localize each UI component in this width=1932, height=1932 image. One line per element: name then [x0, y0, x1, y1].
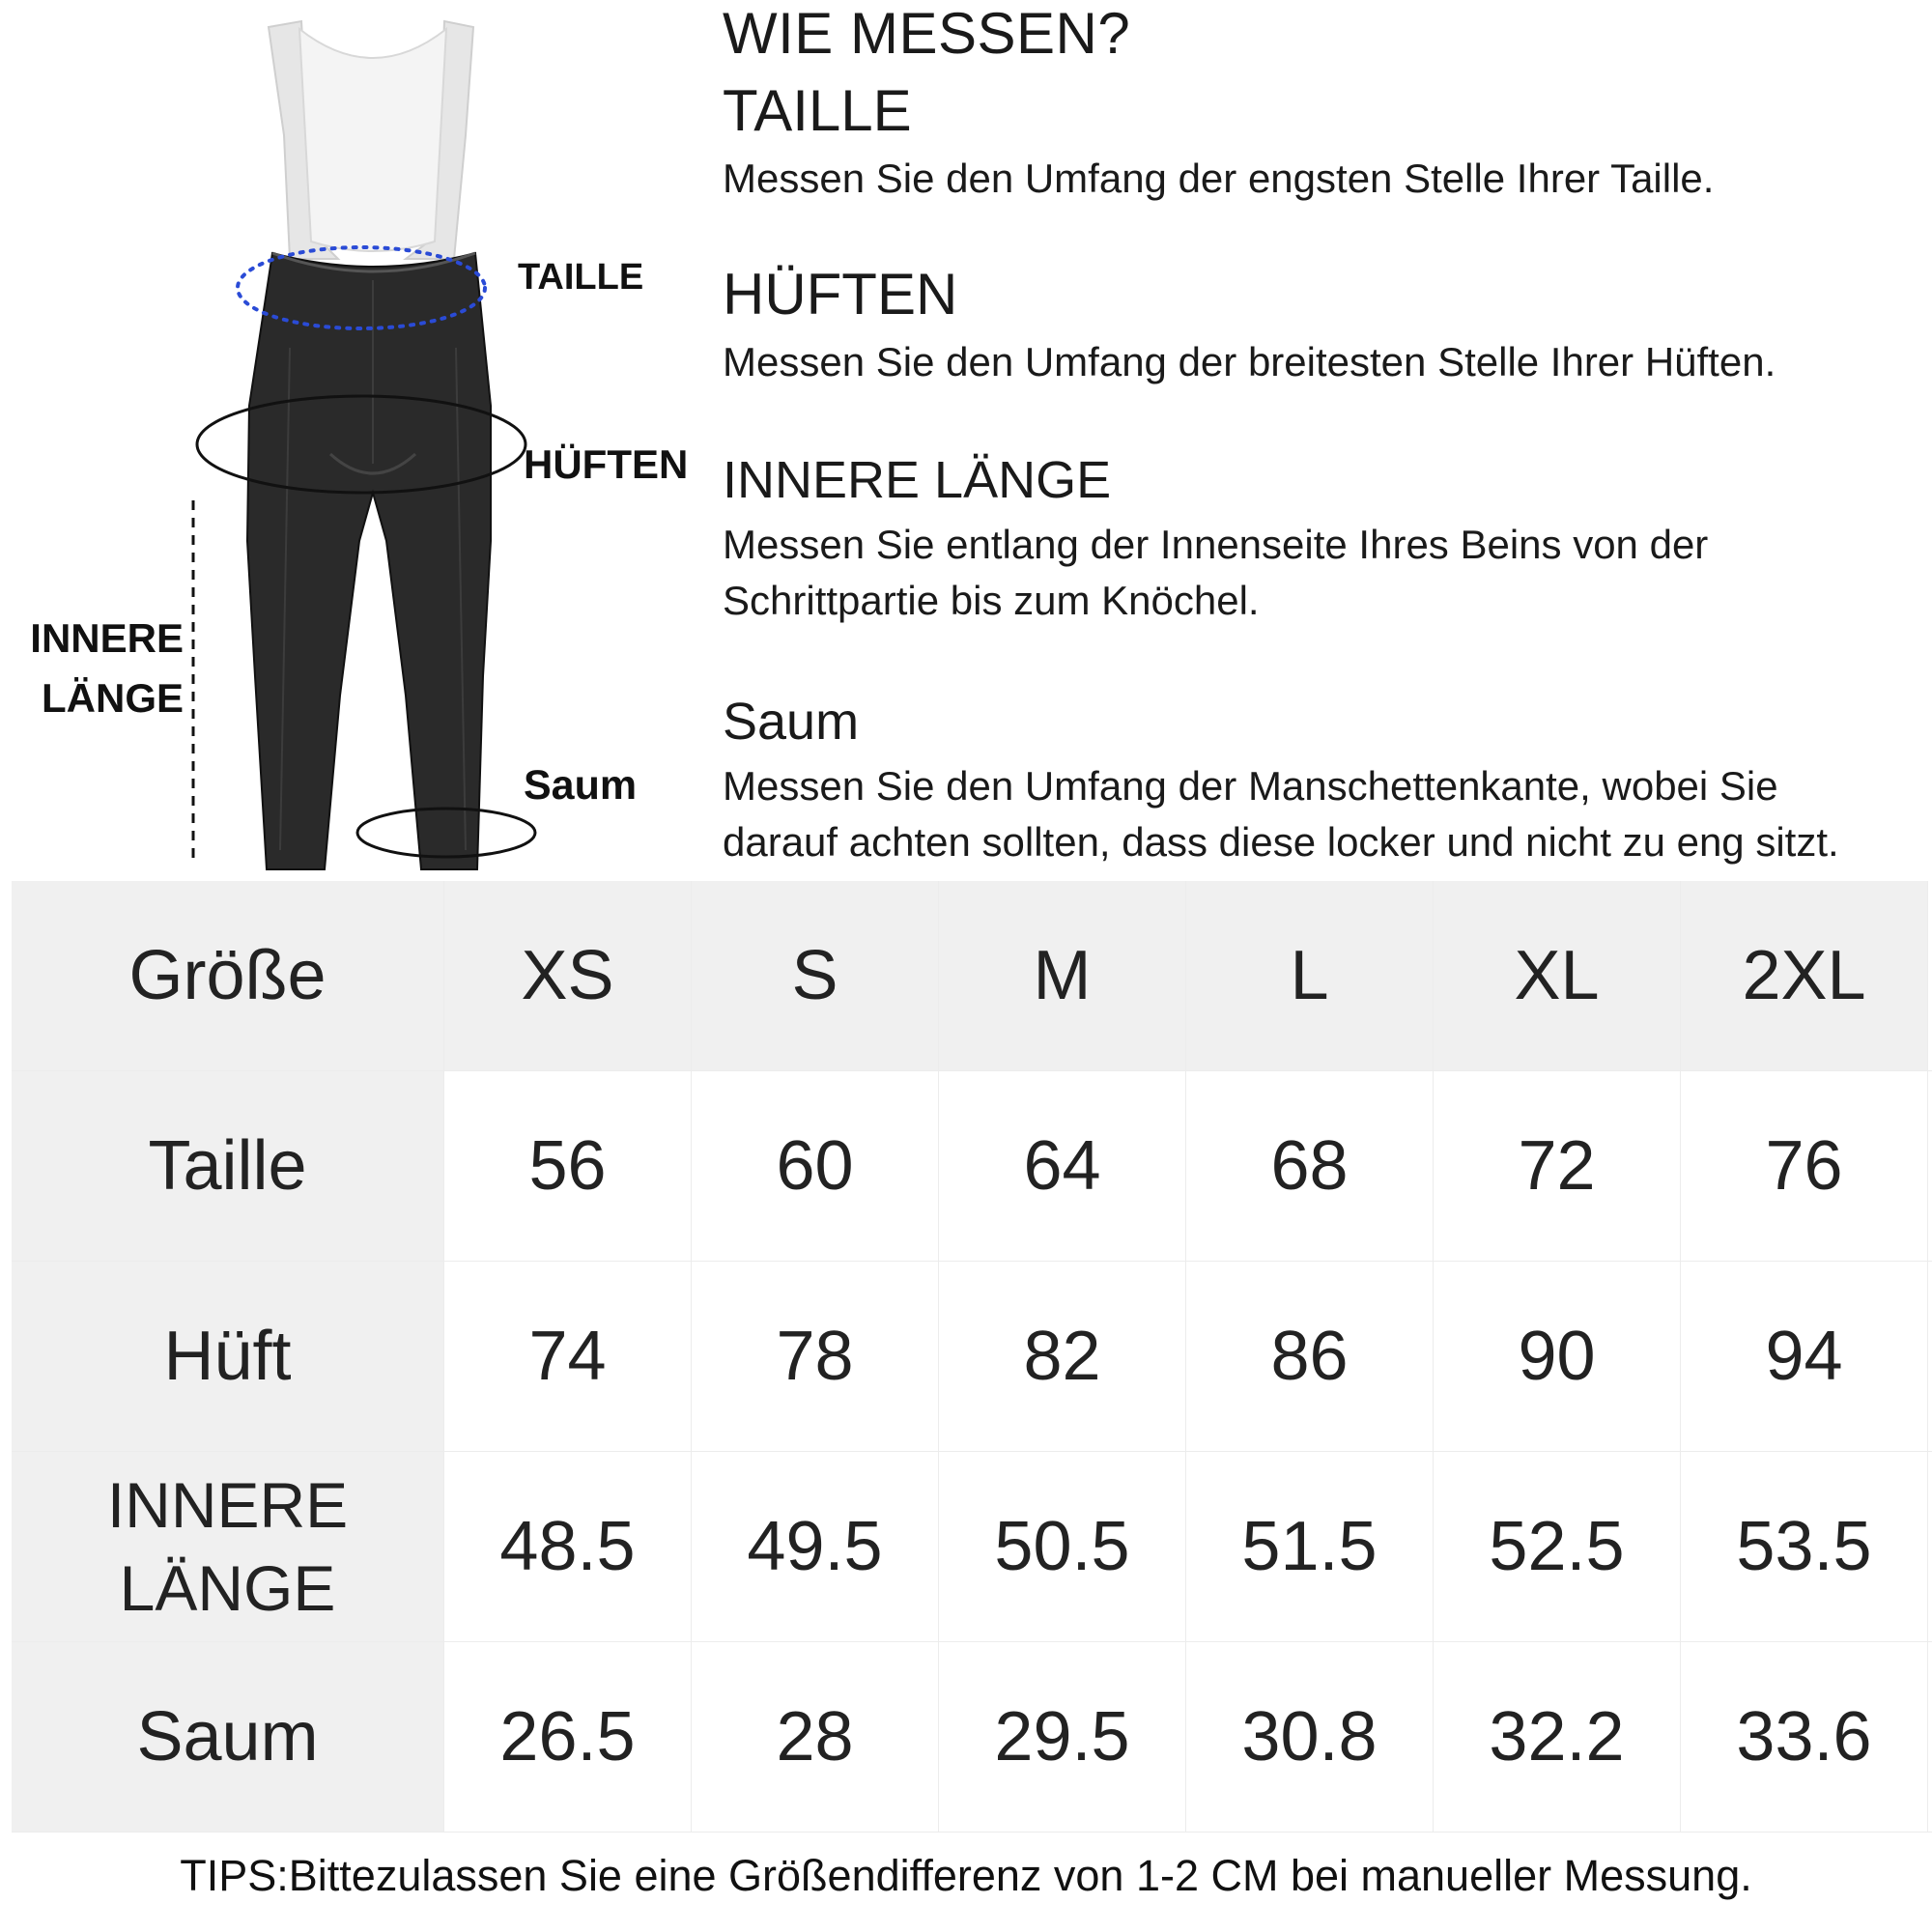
table-cell: 74 — [444, 1262, 692, 1451]
figure-label-taille: TAILLE — [518, 257, 644, 298]
row-label — [12, 1452, 444, 1641]
row-label: Taille — [12, 1071, 444, 1261]
row-label: Hüft — [12, 1262, 444, 1451]
instruction-heading: Saum — [723, 693, 860, 751]
figure-label-innere-line2: LÄNGE — [42, 675, 184, 721]
table-cell: 64 — [939, 1071, 1186, 1261]
instruction-text-line1: Messen Sie entlang der Innenseite Ihres Beins von der — [723, 522, 1709, 568]
table-row-taille — [12, 1071, 1932, 1262]
table-cell: 33.6 — [1681, 1642, 1928, 1832]
instruction-text: Messen Sie den Umfang der breitesten Stelle Ihrer Hüften. — [723, 339, 1776, 384]
table-cell: 50.5 — [939, 1452, 1186, 1641]
instruction-saum — [723, 694, 1920, 870]
table-cell: 86 — [1186, 1262, 1434, 1451]
header-cell-size: M — [939, 881, 1186, 1070]
row-label-line1: INNERE — [106, 1469, 349, 1541]
instruction-heading: TAILLE — [723, 78, 912, 143]
row-label: Saum — [12, 1642, 444, 1832]
table-cell: 28 — [692, 1642, 939, 1832]
header-cell-size: S — [692, 881, 939, 1070]
table-row-saum — [12, 1642, 1932, 1833]
table-cell: 94 — [1681, 1262, 1928, 1451]
table-cell: 82 — [939, 1262, 1186, 1451]
table-row-hueft — [12, 1262, 1932, 1452]
tips-note: TIPS:Bittezulassen Sie eine Größendifferenz von 1-2 CM bei manueller Messung. — [180, 1851, 1752, 1900]
table-cell: 52.5 — [1434, 1452, 1681, 1641]
table-cell: 30.8 — [1186, 1642, 1434, 1832]
table-cell: 53.5 — [1681, 1452, 1928, 1641]
table-header-row — [12, 881, 1932, 1071]
instruction-text-line2: darauf achten sollten, dass diese locker und nicht zu eng sitzt. — [723, 819, 1839, 866]
header-cell-size: XS — [444, 881, 692, 1070]
figure-label-hueften: HÜFTEN — [524, 441, 689, 487]
instruction-text — [723, 517, 1920, 629]
size-chart-table — [12, 881, 1932, 1833]
header-cell-size: L — [1186, 881, 1434, 1070]
table-cell: 26.5 — [444, 1642, 692, 1832]
instruction-text: Messen Sie den Umfang der engsten Stelle Ihrer Taille. — [723, 156, 1715, 201]
instruction-text — [723, 758, 1920, 870]
table-cell: 68 — [1186, 1071, 1434, 1261]
figure-label-saum: Saum — [524, 762, 638, 809]
instruction-taille — [723, 79, 1920, 207]
instruction-heading: HÜFTEN — [723, 262, 958, 327]
instruction-text-line1: Messen Sie den Umfang der Manschettenkante, wobei Sie — [723, 763, 1778, 810]
table-cell: 60 — [692, 1071, 939, 1261]
table-cell: 78 — [692, 1262, 939, 1451]
table-cell: 56 — [444, 1071, 692, 1261]
table-cell: 76 — [1681, 1071, 1928, 1261]
table-cell: 51.5 — [1186, 1452, 1434, 1641]
instruction-innere-laenge — [723, 452, 1920, 629]
row-label-line2: LÄNGE — [119, 1552, 336, 1624]
table-row-innere-laenge — [12, 1452, 1932, 1642]
header-cell-groesse: Größe — [12, 881, 444, 1070]
table-cell: 49.5 — [692, 1452, 939, 1641]
bib-tights-illustration — [0, 0, 715, 874]
table-cell: 32.2 — [1434, 1642, 1681, 1832]
instruction-heading: INNERE LÄNGE — [723, 451, 1112, 509]
table-cell: 72 — [1434, 1071, 1681, 1261]
table-cell: 48.5 — [444, 1452, 692, 1641]
table-cell: 29.5 — [939, 1642, 1186, 1832]
header-cell-size: 2XL — [1681, 881, 1928, 1070]
figure-label-innere-line1: INNERE — [30, 615, 184, 661]
figure-label-innere-laenge — [17, 609, 184, 728]
instructions-title: WIE MESSEN? — [723, 1, 1131, 66]
instruction-text-line2: Schrittpartie bis zum Knöchel. — [723, 578, 1260, 624]
instruction-hueften — [723, 263, 1920, 390]
table-cell: 90 — [1434, 1262, 1681, 1451]
header-cell-size: XL — [1434, 881, 1681, 1070]
